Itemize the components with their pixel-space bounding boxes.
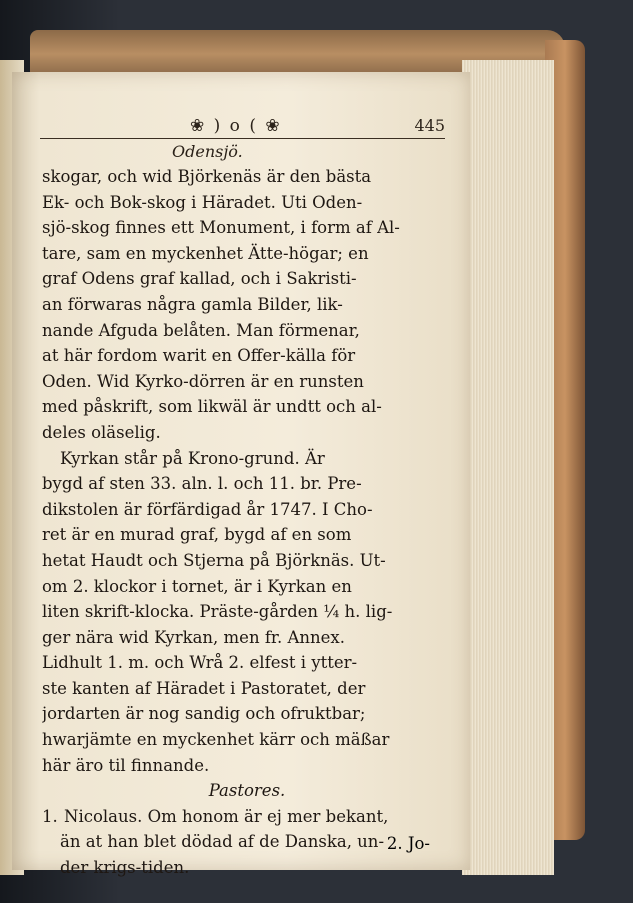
section-heading: Pastores. — [208, 781, 286, 801]
text-line: sjö-skog finnes ett Monument, i form af Al- — [42, 218, 400, 238]
text-line: hetat Haudt och Stjerna på Björknäs. Ut- — [42, 550, 386, 570]
text-line: Kyrkan står på Krono-grund. Är — [60, 448, 325, 468]
entry-number: 1. — [42, 806, 58, 826]
entry-line: der krigs-tiden. — [60, 858, 190, 878]
text-line: om 2. klockor i tornet, är i Kyrkan en — [42, 576, 352, 596]
page-block-edges — [462, 60, 554, 875]
text-line: Oden. Wid Kyrko-dörren är en runsten — [42, 371, 364, 391]
text-line: nande Afguda belåten. Man förmenar, — [42, 320, 360, 340]
text-line: hwarjämte en myckenhet kärr och mäßar — [42, 730, 390, 750]
running-title: Odensjö. — [172, 142, 243, 161]
entry-line — [42, 804, 452, 830]
catchword: 2. Jo- — [386, 834, 430, 853]
catchword-row — [42, 831, 452, 857]
text-line: bygd af sten 33. aln. l. och 11. br. Pre- — [42, 474, 362, 494]
text-line: dikstolen är förfärdigad år 1747. I Cho- — [42, 499, 373, 519]
text-line: an förwaras några gamla Bilder, lik- — [42, 294, 343, 314]
text-line: ger nära wid Kyrkan, men fr. Annex. — [42, 627, 345, 647]
entry-text: Nicolaus. Om honom är ej mer bekant, — [64, 806, 389, 826]
page-header — [40, 116, 445, 139]
text-line: at här fordom warit en Offer-källa för — [42, 346, 356, 366]
text-line: graf Odens graf kallad, och i Sakristi- — [42, 269, 357, 289]
text-line: tare, sam en myckenhet Ätte-högar; en — [42, 243, 369, 263]
text-line: ste kanten af Häradet i Pastoratet, der — [42, 678, 366, 698]
text-line: liten skrift-klocka. Präste-gården ¼ h. lig- — [42, 602, 393, 622]
header-ornament: ❀ ) o ( ❀ — [190, 116, 282, 136]
text-line: här äro til finnande. — [42, 755, 210, 775]
page-number: 445 — [414, 116, 445, 135]
text-line: Ek- och Bok-skog i Häradet. Uti Oden- — [42, 192, 363, 212]
text-line: deles oläselig. — [42, 422, 161, 442]
text-line: Lidhult 1. m. och Wrå 2. elfest i ytter- — [42, 653, 358, 673]
text-line: ret är en murad graf, bygd af en som — [42, 525, 352, 545]
text-line: skogar, och wid Björkenäs är den bästa — [42, 167, 372, 186]
text-line: jordarten är nog sandig och ofruktbar; — [42, 704, 366, 724]
body-text — [42, 164, 452, 881]
book-page — [12, 72, 470, 878]
text-line: med påskrift, som likwäl är undtt och al- — [42, 397, 382, 417]
entry-line: än at han blet dödad af de Danska, un- — [60, 832, 385, 852]
